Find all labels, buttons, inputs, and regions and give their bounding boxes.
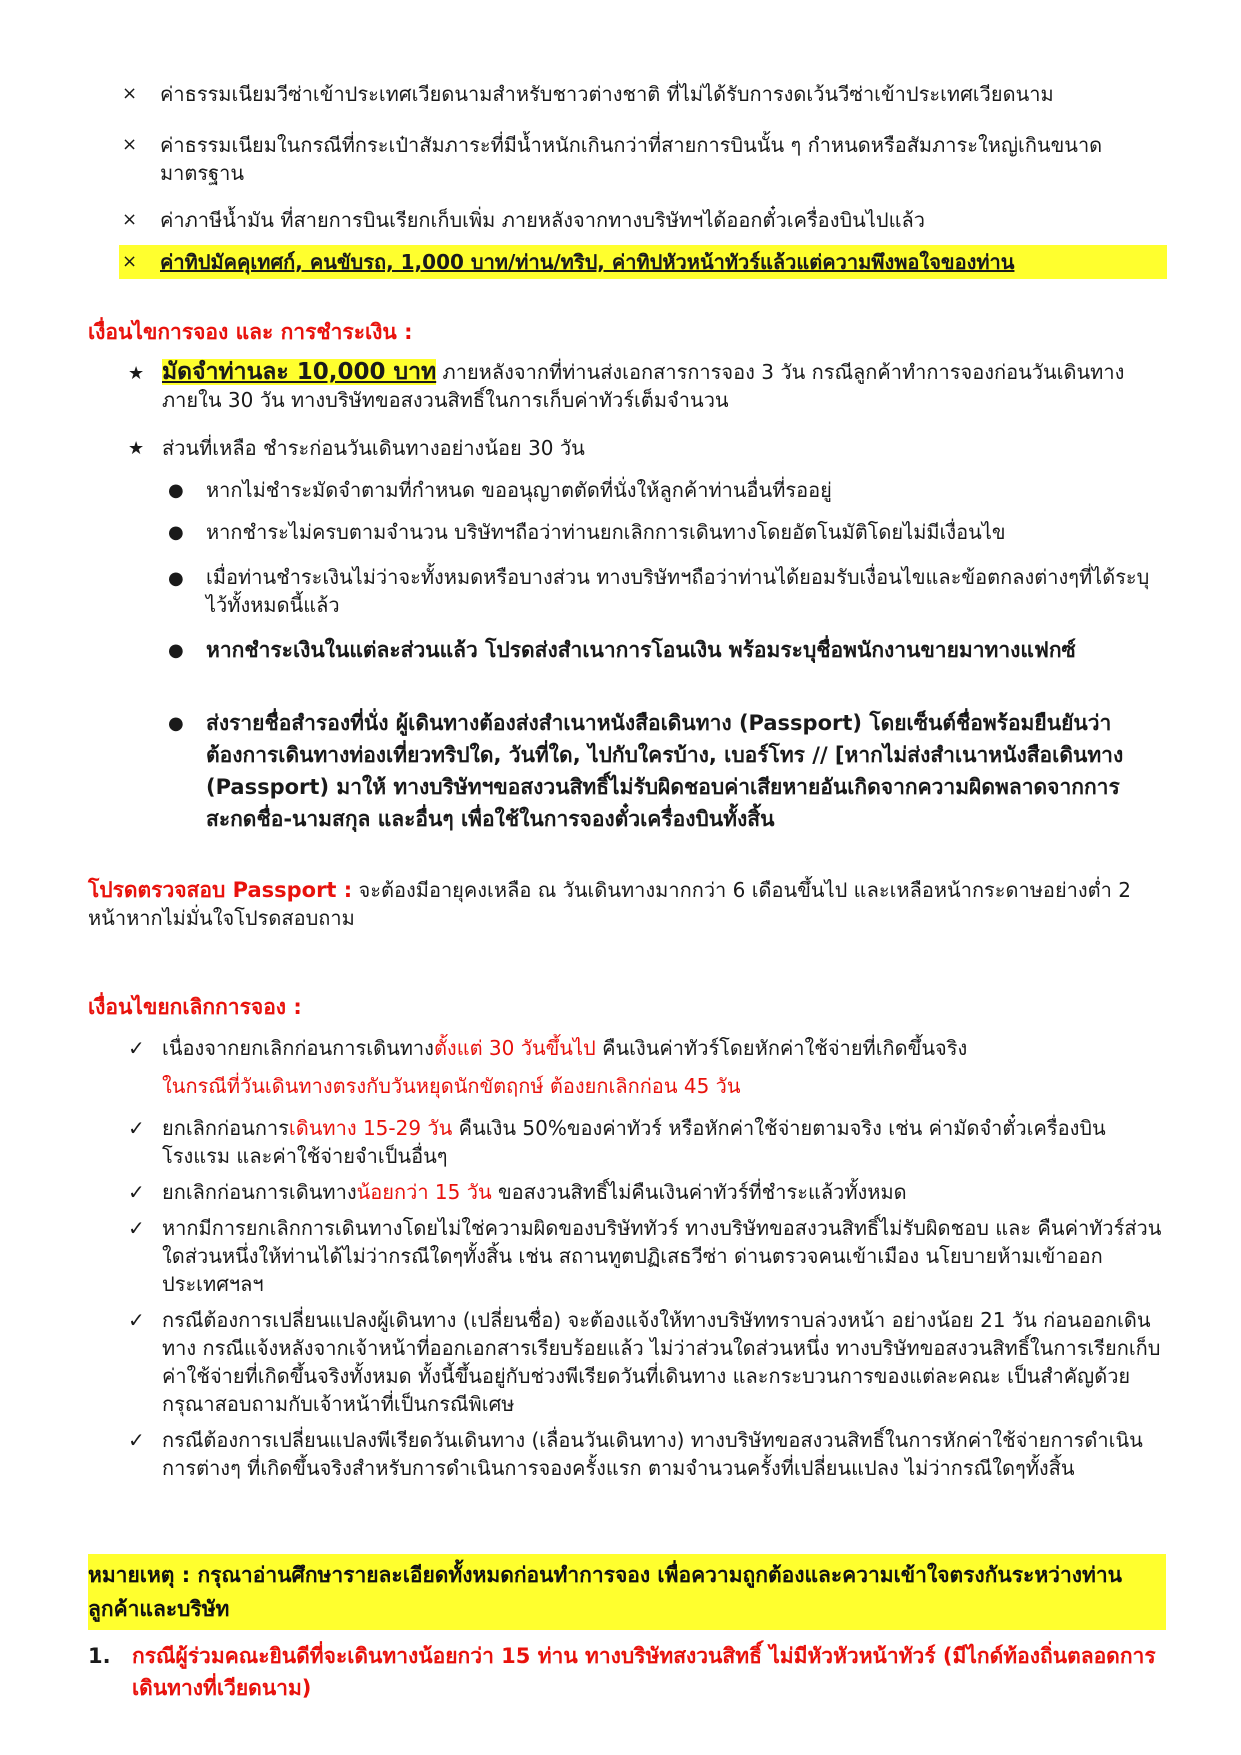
booking-bullet: เมื่อท่านชำระเงินไม่ว่าจะทั้งหมดหรือบางส่วน ทางบริษัทฯถือว่าท่านได้ยอมรับเงื่อนไขและข้อตกลงต่างๆที่ได้ระบุไว้ทั้งหมดนี้แล้ว <box>206 565 1150 617</box>
passport-note <box>88 876 1168 932</box>
check-icon: ✓ <box>128 1180 145 1204</box>
check-icon: ✓ <box>128 1216 145 1240</box>
x-marker-icon: × <box>122 209 138 230</box>
deposit-amount: มัดจำท่านละ 10,000 บาท <box>162 359 437 385</box>
cancel-item-no-fault: หากมีการยกเลิกการเดินทางโดยไม่ใช่ความผิดของบริษัททัวร์ ทางบริษัทขอสงวนสิทธิ์ไม่รับผิดชอบ และ คืนค่าทัวร์ส่วนใดส่วนหนึ่งให้ท่านได้ไม่ว่ากรณีใดๆทั้งสิ้น เช่น สถานทูตปฏิเสธวีซ่า ด่านตรวจคนเข้าเมือง นโยบายห้ามเข้าออกประเทศฯลฯ <box>162 1216 1162 1296</box>
star-icon: ★ <box>128 438 145 459</box>
booking-bullet-bold: ส่งรายชื่อสำรองที่นั่ง ผู้เดินทางต้องส่งสำเนาหนังสือเดินทาง (Passport) โดยเซ็นต์ชื่อพร้อมยืนยันว่าต้องการเดินทางท่องเที่ยวทริปใด, วันที่ใด, ไปกับใครบ้าง, เบอร์โทร // [หากไม่ส่งสำเนาหนังสือเดินทาง (Passport) มาให้ ทางบริษัทฯขอสงวนสิทธิ์ไม่รับผิดชอบค่าเสียหายอันเกิดจากความผิดพลาดจากการสะกดชื่อ-นามสกุล และอื่นๆ เพื่อใช้ในการจองตั๋วเครื่องบินทั้งสิ้น <box>206 711 1124 831</box>
passport-label: โปรดตรวจสอบ Passport : <box>88 878 353 902</box>
bullet-icon: ● <box>168 480 184 501</box>
cancel-item-name-change: กรณีต้องการเปลี่ยนแปลงผู้เดินทาง (เปลี่ยนชื่อ) จะต้องแจ้งให้ทางบริษัททราบล่วงหน้า อย่างน้อย 21 วัน ก่อนออกเดินทาง กรณีแจ้งหลังจากเจ้าหน้าที่ออกเอกสารเรียบร้อยแล้ว ไม่ว่าส่วนใดส่วนหนึ่ง ทางบริษัทขอสงวนสิทธิ์ในการเรียกเก็บค่าใช้จ่ายที่เกิดขึ้นจริงทั้งหมด ทั้งนี้ขึ้นอยู่กับช่วงพีเรียดวันที่เดินทาง และกระบวนการของแต่ละคณะ เป็นสำคัญด้วย กรุณาสอบถามกับเจ้าหน้าที่เป็นกรณีพิเศษ <box>162 1308 1161 1416</box>
star-icon: ★ <box>128 363 145 384</box>
x-marker-icon: × <box>122 251 138 272</box>
booking-bullet: หากชำระไม่ครบตามจำนวน บริษัทฯถือว่าท่านยกเลิกการเดินทางโดยอัตโนมัติโดยไม่มีเงื่อนไข <box>206 520 1006 544</box>
booking-bullet-bold: หากชำระเงินในแต่ละส่วนแล้ว โปรดส่งสำเนาการโอนเงิน พร้อมระบุชื่อพนักงานขายมาทางแฟกซ์ <box>206 638 1076 662</box>
booking-heading: เงื่อนไขการจอง และ การชำระเงิน : <box>88 320 413 344</box>
holiday-note: ในกรณีที่วันเดินทางตรงกับวันหยุดนักขัตฤกษ์ ต้องยกเลิกก่อน 45 วัน <box>162 1074 741 1098</box>
cancel-red-text: เดินทาง 15-29 วัน <box>288 1116 453 1140</box>
x-marker-icon: × <box>122 134 138 155</box>
x-marker-icon: × <box>122 83 138 104</box>
check-icon: ✓ <box>128 1308 145 1332</box>
passport-text: จะต้องมีอายุคงเหลือ ณ วันเดินทางมากกว่า 6 เดือนขึ้นไป และเหลือหน้ากระดาษอย่างต่ำ 2 หน้าหากไม่มั่นใจโปรดสอบถาม <box>88 878 1131 930</box>
check-icon: ✓ <box>128 1036 145 1060</box>
booking-bullet: หากไม่ชำระมัดจำตามที่กำหนด ขออนุญาตตัดที่นั่งให้ลูกค้าท่านอื่นที่รออยู่ <box>206 478 832 502</box>
cancel-red-text: ตั้งแต่ 30 วันขึ้นไป <box>433 1036 596 1060</box>
cancel-item-under15days: ยกเลิกก่อนการเดินทางน้อยกว่า 15 วัน ขอสงวนสิทธิ์ไม่คืนเงินค่าทัวร์ที่ชำระแล้วทั้งหมด <box>162 1180 907 1204</box>
cancel-heading: เงื่อนไขยกเลิกการจอง : <box>88 995 302 1019</box>
excluded-item: ค่าธรรมเนียมวีซ่าเข้าประเทศเวียดนามสำหรับชาวต่างชาติ ที่ไม่ได้รับการงดเว้นวีซ่าเข้าประเทศเวียดนาม <box>160 82 1054 106</box>
deposit-text <box>162 358 1166 414</box>
excluded-item: ค่าธรรมเนียมในกรณีที่กระเป๋าสัมภาระที่มีน้ำหนักเกินกว่าที่สายการบินนั้น ๆ กำหนดหรือสัมภาระใหญ่เกินขนาดมาตรฐาน <box>160 133 1103 185</box>
bullet-icon: ● <box>168 522 184 543</box>
note-item-text: กรณีผู้ร่วมคณะยินดีที่จะเดินทางน้อยกว่า 15 ท่าน ทางบริษัทสงวนสิทธิ์ ไม่มีหัวหัวหน้าทัวร์ (มีไกด์ท้องถิ่นตลอดการเดินทางที่เวียดนาม) <box>132 1644 1156 1700</box>
excluded-item: ค่าภาษีน้ำมัน ที่สายการบินเรียกเก็บเพิ่ม ภายหลังจากทางบริษัทฯได้ออกตั๋วเครื่องบินไปแล้ว <box>160 208 925 232</box>
cancel-item-15-29days: ยกเลิกก่อนการเดินทาง 15-29 วัน คืนเงิน 50%ของค่าทัวร์ หรือหักค่าใช้จ่ายตามจริง เช่น ค่ามัดจำตั๋วเครื่องบิน โรงแรม และค่าใช้จ่ายจำเป็นอื่นๆ <box>162 1116 1106 1168</box>
excluded-item-tips: ค่าทิปมัคคุเทศก์, คนขับรถ, 1,000 บาท/ท่าน/ทริป, ค่าทิปหัวหน้าทัวร์แล้วแต่ความพึงพอใจของท่าน <box>160 250 1015 274</box>
check-icon: ✓ <box>128 1428 145 1452</box>
cancel-red-text: น้อยกว่า 15 วัน <box>356 1180 492 1204</box>
bullet-icon: ● <box>168 568 184 589</box>
balance-text: ส่วนที่เหลือ ชำระก่อนวันเดินทางอย่างน้อย 30 วัน <box>162 436 585 460</box>
check-icon: ✓ <box>128 1116 145 1140</box>
bullet-icon: ● <box>168 640 184 661</box>
cancel-item-date-change: กรณีต้องการเปลี่ยนแปลงพีเรียดวันเดินทาง (เลื่อนวันเดินทาง) ทางบริษัทขอสงวนสิทธิ์ในการหักค่าใช้จ่ายการดำเนินการต่างๆ ที่เกิดขึ้นจริงสำหรับการดำเนินการจองครั้งแรก ตามจำนวนครั้งที่เปลี่ยนแปลง ไม่ว่ากรณีใดๆทั้งสิ้น <box>162 1428 1143 1480</box>
cancel-item-30days: เนื่องจากยกเลิกก่อนการเดินทางตั้งแต่ 30 วันขึ้นไป คืนเงินค่าทัวร์โดยหักค่าใช้จ่ายที่เกิดขึ้นจริง <box>162 1036 968 1060</box>
deposit-detail: ภายหลังจากที่ท่านส่งเอกสารการจอง 3 วัน กรณีลูกค้าทำการจองก่อนวันเดินทางภายใน 30 วัน ทางบริษัทขอสงวนสิทธิ์ในการเก็บค่าทัวร์เต็มจำนวน <box>162 360 1125 412</box>
note-box: หมายเหตุ : กรุณาอ่านศึกษารายละเอียดทั้งหมดก่อนทำการจอง เพื่อความถูกต้องและความเข้าใจตรงกันระหว่างท่านลูกค้าและบริษัท <box>88 1554 1166 1630</box>
note-item-number: 1. <box>88 1644 111 1668</box>
bullet-icon: ● <box>168 713 184 734</box>
